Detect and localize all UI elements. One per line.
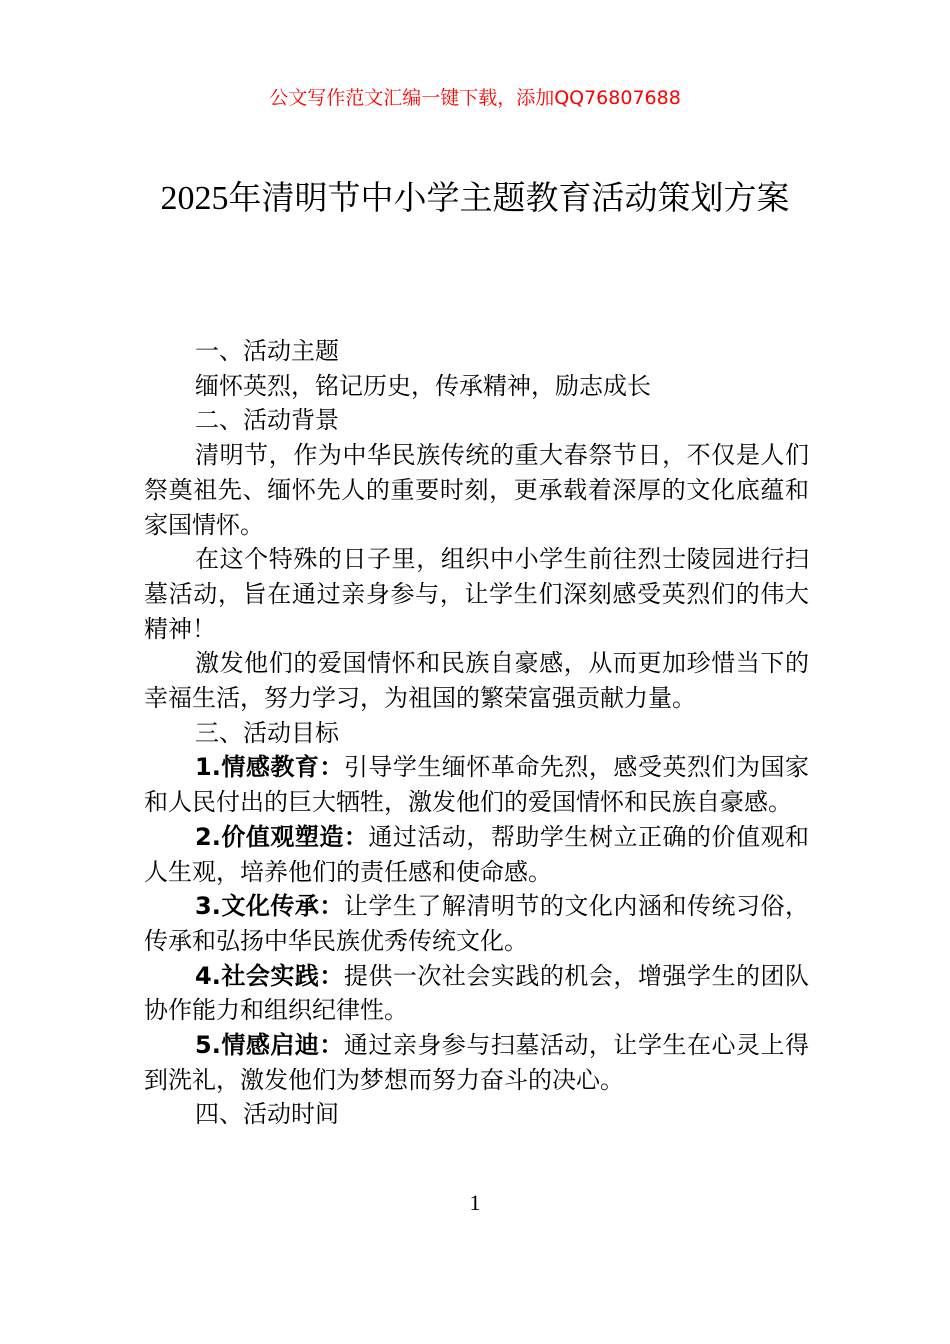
goal-text: 引导学生缅怀革命先烈，感受英烈们为国家和人民付出的巨大牺牲，激发他们的爱国情怀和民族自豪感。 [144,753,809,817]
goal-item [144,820,809,889]
goal-item [144,750,809,819]
download-banner: 公文写作范文汇编一键下载，添加QQ76807688 [269,87,681,109]
section-heading-time: 四、活动时间 [195,1100,339,1129]
goal-item [144,1028,809,1097]
section-heading-theme: 一、活动主题 [195,337,339,365]
goal-text: 提供一次社会实践的机会，增强学生的团队协作能力和组织纪律性。 [144,961,809,1025]
goal-label: 2.价值观塑造： [195,822,369,851]
page-number: 1 [469,1190,481,1215]
goal-label: 5.情感启迪： [195,1031,344,1060]
theme-text: 缅怀英烈，铭记历史，传承精神，励志成长 [195,371,651,400]
goal-text: 通过亲身参与扫墓活动，让学生在心灵上得到洗礼，激发他们为梦想而努力奋斗的决心。 [144,1031,809,1094]
background-paragraph-2: 在这个特殊的日子里，组织中小学生前往烈士陵园进行扫墓活动，旨在通过亲身参与，让学生们深刻感受英烈们的伟大精神！ [144,545,809,643]
section-heading-background: 二、活动背景 [195,406,339,435]
goal-label: 1.情感教育： [195,753,344,782]
document-title [140,166,810,231]
section-heading-goals: 三、活动目标 [195,718,339,747]
goal-label: 4.社会实践： [195,961,344,990]
goal-text: 通过活动，帮助学生树立正确的价值观和人生观，培养他们的责任感和使命感。 [144,822,809,886]
document-body [144,334,809,1132]
title-year: 2025 [160,180,229,217]
background-paragraph-1: 清明节，作为中华民族传统的重大春祭节日，不仅是人们祭奠祖先、缅怀先人的重要时刻，更承载着深厚的文化底蕴和家国情怀。 [144,441,809,539]
goal-text: 让学生了解清明节的文化内涵和传统习俗，传承和弘扬中华民族优秀传统文化。 [144,892,809,955]
goal-item [144,959,809,1028]
goal-label: 3.文化传承： [195,892,344,921]
background-paragraph-3: 激发他们的爱国情怀和民族自豪感，从而更加珍惜当下的幸福生活，努力学习，为祖国的繁荣富强贡献力量。 [144,649,809,713]
goal-item [144,889,809,958]
title-text: 年清明节中小学主题教育活动策划方案 [228,178,790,217]
